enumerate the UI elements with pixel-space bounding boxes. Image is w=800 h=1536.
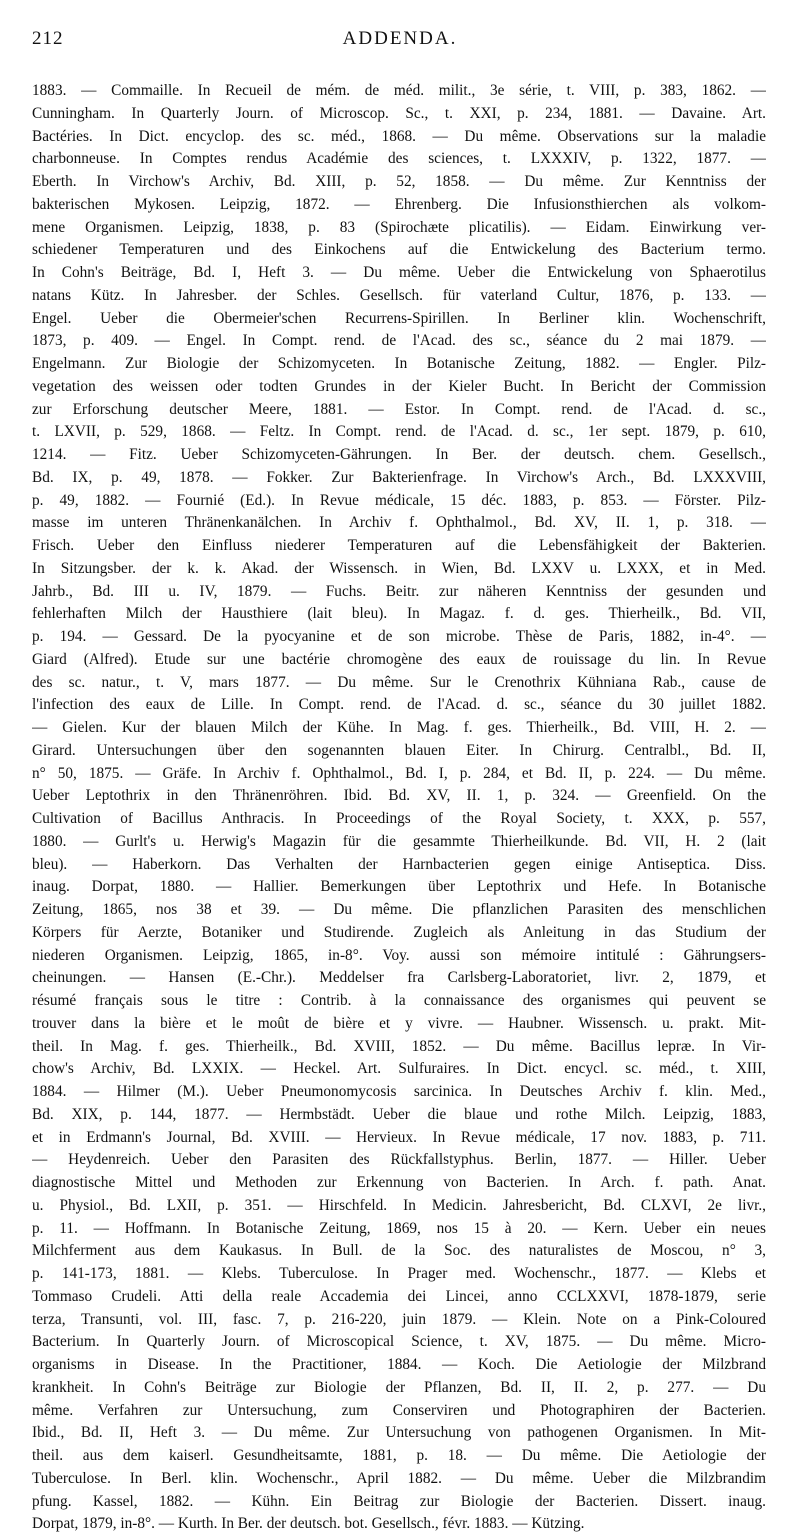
text-line: Bd. XIX, p. 144, 1877. — Hermbstädt. Ueber die blaue und rothe Milch. Leipzig, 1883, [32, 1105, 766, 1123]
text-line: Girard. Untersuchungen über den sogenannten blauen Eiter. In Chirurg. Centralbl., Bd. II, [32, 741, 766, 759]
text-line: charbonneuse. In Comptes rendus Académie des sciences, t. LXXXIV, p. 1322, 1877. — [32, 150, 766, 168]
text-line: Cunningham. In Quarterly Journ. of Microscop. Sc., t. XXI, p. 234, 1881. — Davaine. Art. [32, 104, 766, 122]
text-line: — Heydenreich. Ueber den Parasiten des Rückfallstyphus. Berlin, 1877. — Hiller. Ueber [32, 1151, 766, 1169]
text-line: vegetation des weissen oder todten Grundes in der Kieler Bucht. In Bericht der Commission [32, 377, 766, 395]
text-line: l'infection des eaux de Lille. In Compt. rend. de l'Acad. d. sc., séance du 30 juillet 1882. [32, 696, 766, 714]
text-line: Dorpat, 1879, in-8°. — Kurth. In Ber. der deutsch. bot. Gesellsch., févr. 1883. — Kützing. [32, 1515, 585, 1533]
text-line: cheinungen. — Hansen (E.-Chr.). Meddelser fra Carlsberg-Laboratoriet, livr. 2, 1879, et [32, 969, 766, 987]
text-line: 1873, p. 409. — Engel. In Compt. rend. de l'Acad. des sc., séance du 2 mai 1879. — [32, 332, 766, 350]
text-line: Cultivation of Bacillus Anthracis. In Proceedings of the Royal Society, t. XXX, p. 557, [32, 810, 766, 827]
text-line: — Gielen. Kur der blauen Milch der Kühe. In Mag. f. ges. Thierheilk., Bd. VIII, H. 2. — [32, 719, 766, 736]
text-line: Tuberculose. In Berl. klin. Wochenschr., April 1882. — Du même. Ueber die Milzbrandim [32, 1469, 766, 1487]
bibliography-text [32, 80, 766, 1536]
text-line: Engelmann. Zur Biologie der Schizomyceten. In Botanische Zeitung, 1882. — Engler. Pilz- [32, 355, 766, 372]
text-line: Bactéries. In Dict. encyclop. des sc. méd., 1868. — Du même. Observations sur la maladie [32, 127, 766, 145]
text-line: Zeitung, 1865, nos 38 et 39. — Du même. Die pflanzlichen Parasiten des menschlichen [32, 901, 766, 918]
text-line: Eberth. In Virchow's Archiv, Bd. XIII, p. 52, 1858. — Du même. Zur Kenntniss der [32, 173, 766, 190]
text-line: et in Erdmann's Journal, Bd. XVIII. — Hervieux. In Revue médicale, 17 nov. 1883, p. 711. [32, 1128, 766, 1146]
text-line: masse im unteren Thränenkanälchen. In Archiv f. Ophthalmol., Bd. XV, II. 1, p. 318. — [32, 514, 766, 532]
text-line: krankheit. In Cohn's Beiträge zur Biologie der Pflanzen, Bd. II, II. 2, p. 277. — Du [32, 1378, 766, 1396]
text-line: p. 194. — Gessard. De la pyocyanine et de son microbe. Thèse de Paris, 1882, in-4°. — [32, 628, 766, 645]
running-title: ADDENDA. [342, 28, 458, 49]
text-line: Körpers für Aerzte, Botaniker und Studirende. Zugleich als Anleitung in das Studium der [32, 923, 766, 941]
text-line: Jahrb., Bd. III u. IV, 1879. — Fuchs. Beitr. zur näheren Kenntniss der gesunden und [32, 582, 766, 600]
page-number: 212 [32, 28, 64, 49]
text-line: bleu). — Haberkorn. Das Verhalten der Harnbacterien gegen einige Antiseptica. Diss. [32, 855, 766, 873]
text-line: natans Kütz. In Jahresber. der Schles. Gesellsch. für vaterland Cultur, 1876, p. 133. — [32, 286, 766, 304]
text-line: t. LXVII, p. 529, 1868. — Feltz. In Compt. rend. de l'Acad. d. sc., 1er sept. 1879, p. 610, [32, 423, 766, 441]
text-line: Bacterium. In Quarterly Journ. of Microscopical Science, t. XV, 1875. — Du même. Micro- [32, 1333, 766, 1351]
text-line: p. 49, 1882. — Fournié (Ed.). In Revue médicale, 15 déc. 1883, p. 853. — Förster. Pilz- [32, 491, 766, 509]
text-line: chow's Archiv, Bd. LXXIX. — Heckel. Art. Sulfuraires. In Dict. encycl. sc. méd., t. XIII, [32, 1060, 766, 1078]
text-line: 1884. — Hilmer (M.). Ueber Pneumonomycosis sarcinica. In Deutsches Archiv f. klin. Med., [32, 1083, 766, 1100]
text-line: In Sitzungsber. der k. k. Akad. der Wissensch. in Wien, Bd. LXXV u. LXXX, et in Med. [32, 559, 766, 577]
text-line: p. 141-173, 1881. — Klebs. Tuberculose. In Prager med. Wochenschr., 1877. — Klebs et [32, 1265, 766, 1282]
text-line: Giard (Alfred). Etude sur une bactérie chromogène des eaux de rouissage du lin. In Revue [32, 650, 766, 668]
text-line: pfung. Kassel, 1882. — Kühn. Ein Beitrag zur Biologie der Bacterien. Dissert. inaug. [32, 1492, 766, 1510]
text-line: Ueber Leptothrix in den Thränenröhren. Ibid. Bd. XV, II. 1, p. 324. — Greenfield. On the [32, 787, 766, 805]
text-line: résumé français sous le titre : Contrib. à la connaissance des organismes qui peuvent se [32, 992, 766, 1009]
text-line: niederen Organismen. Leipzig, 1865, in-8°. Voy. aussi son mémoire intitulé : Gährungsers- [32, 946, 766, 964]
text-line: zur Erforschung deutscher Meere, 1881. — Estor. In Compt. rend. de l'Acad. d. sc., [32, 400, 766, 418]
text-line: Bd. IX, p. 49, 1878. — Fokker. Zur Bakterienfrage. In Virchow's Arch., Bd. LXXXVIII, [32, 468, 766, 486]
text-line: terza, Transunti, vol. III, fasc. 7, p. 216-220, juin 1879. — Klein. Note on a Pink-Coloured [32, 1310, 766, 1328]
text-line: inaug. Dorpat, 1880. — Hallier. Bemerkungen über Leptothrix und Hefe. In Botanische [32, 878, 766, 896]
text-line: schiedener Temperaturen und des Einkochens auf die Entwickelung des Bacterium termo. [32, 241, 766, 259]
text-line: n° 50, 1875. — Gräfe. In Archiv f. Ophthalmol., Bd. I, p. 284, et Bd. II, p. 224. — Du même. [32, 764, 766, 782]
text-line: organisms in Disease. In the Practitioner, 1884. — Koch. Die Aetiologie der Milzbrand [32, 1356, 766, 1373]
text-line: Engel. Ueber die Obermeier'schen Recurrens-Spirillen. In Berliner klin. Wochenschrift, [32, 309, 766, 327]
text-line: theil. In Mag. f. ges. Thierheilk., Bd. XVIII, 1852. — Du même. Bacillus lepræ. In Vir- [32, 1037, 766, 1055]
text-line: Frisch. Ueber den Einfluss niederer Temperaturen auf die Lebensfähigkeit der Bakterien. [32, 537, 766, 554]
text-line: 1883. — Commaille. In Recueil de mém. de méd. milit., 3e série, t. VIII, p. 383, 1862. — [32, 82, 766, 99]
text-line: mene Organismen. Leipzig, 1838, p. 83 (Spirochæte plicatilis). — Eidam. Einwirkung ver- [32, 218, 766, 236]
text-line: In Cohn's Beiträge, Bd. I, Heft 3. — Du même. Ueber die Entwickelung von Sphaerotilus [32, 264, 766, 281]
text-line: p. 11. — Hoffmann. In Botanische Zeitung, 1869, nos 15 à 20. — Kern. Ueber ein neues [32, 1219, 766, 1237]
text-line: des sc. natur., t. V, mars 1877. — Du même. Sur le Crenothrix Kühniana Rab., cause de [32, 673, 766, 691]
text-line: fehlerhaften Milch der Hausthiere (lait bleu). In Magaz. f. d. ges. Thierheilk., Bd. VII, [32, 605, 766, 623]
text-line: même. Verfahren zur Untersuchung, zum Conserviren und Photographiren der Bacterien. [32, 1401, 766, 1419]
text-line: diagnostische Mittel und Methoden zur Erkennung von Bacterien. In Arch. f. path. Anat. [32, 1174, 766, 1191]
text-line: 1214. — Fitz. Ueber Schizomyceten-Gährungen. In Ber. der deutsch. chem. Gesellsch., [32, 446, 766, 463]
text-line: Milchferment aus dem Kaukasus. In Bull. de la Soc. des naturalistes de Moscou, n° 3, [32, 1242, 766, 1260]
text-line: Ibid., Bd. II, Heft 3. — Du même. Zur Untersuchung von pathogenen Organismen. In Mit- [32, 1424, 766, 1442]
text-line: 1880. — Gurlt's u. Herwig's Magazin für die gesammte Thierheilkunde. Bd. VII, H. 2 (lait [32, 832, 766, 850]
text-line: bakterischen Mykosen. Leipzig, 1872. — Ehrenberg. Die Infusionsthierchen als volkom- [32, 195, 766, 213]
text-line: trouver dans la bière et le moût de bière et y vivre. — Haubner. Wissensch. u. prakt. Mit- [32, 1014, 766, 1032]
text-line: Tommaso Crudeli. Atti della reale Accademia dei Lincei, anno CCLXXVI, 1878-1879, serie [32, 1287, 766, 1305]
text-line: u. Physiol., Bd. LXII, p. 351. — Hirschfeld. In Medicin. Jahresbericht, Bd. CLXVI, 2e livr., [32, 1196, 766, 1214]
text-line: theil. aus dem kaiserl. Gesundheitsamte, 1881, p. 18. — Du même. Die Aetiologie der [32, 1447, 766, 1464]
